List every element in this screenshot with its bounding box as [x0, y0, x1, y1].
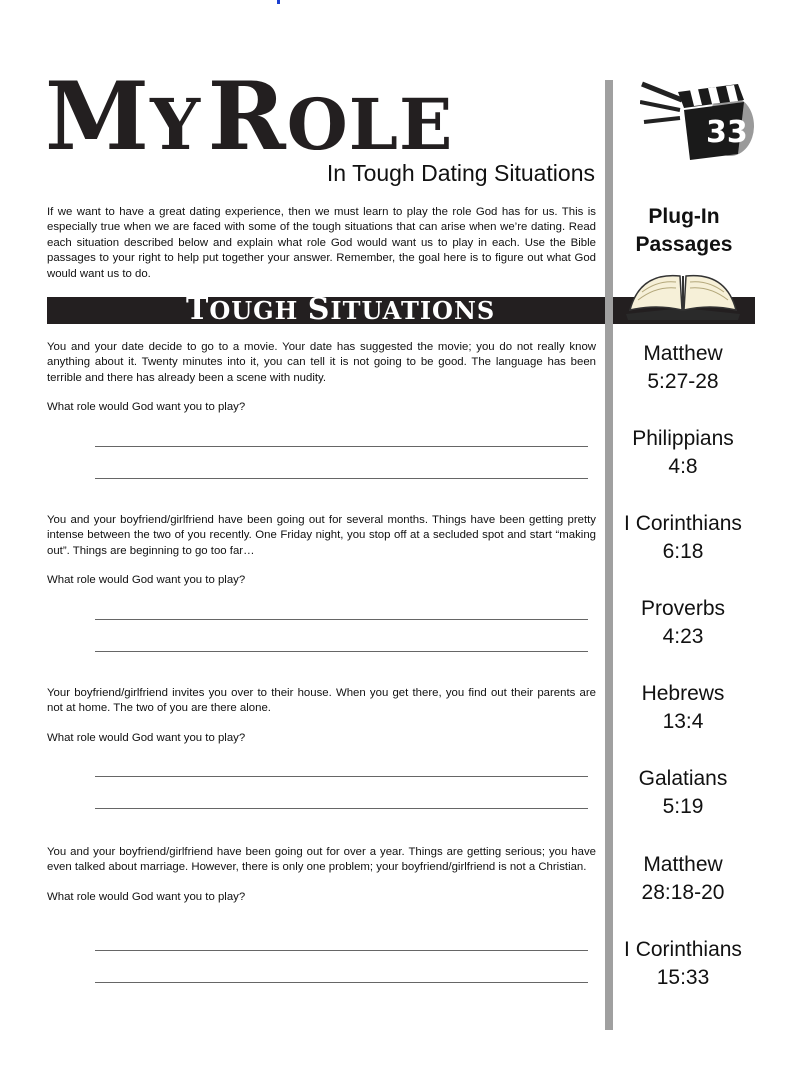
banner-rest-2: ITUATIONS — [330, 296, 496, 325]
scenario-question: What role would God want you to play? — [47, 574, 246, 587]
intro-paragraph: If we want to have a great dating experience, then we must learn to play the role God has for us. This is especially true when we are faced with some of the tough situations that can arise when we’re dating. Read each situation described below and explain what role God would want us to play in each. Use the Bible passages to your right to help put together your answer. Remember, the goal here is to figure out what God would want us to do. — [47, 206, 596, 280]
scenario-text: Your boyfriend/girlfriend invites you over to their house. When you get there, you find out their parents are not at home. The two of you are there alone. — [47, 687, 596, 715]
passage-book: Matthew — [643, 853, 723, 876]
passage-matthew-28 — [612, 851, 754, 907]
passage-book: Hebrews — [641, 682, 725, 705]
title-rest-y: Y — [150, 83, 202, 166]
scenario-4 — [47, 845, 596, 905]
banner-rest-1: OUGH — [209, 296, 308, 325]
passage-1-corinthians-6 — [612, 510, 754, 566]
passage-book: I Corinthians — [624, 512, 742, 535]
scenario-2 — [47, 513, 596, 589]
heading-line-1: Plug-In — [648, 205, 720, 228]
scenario-text: You and your date decide to go to a movie. Your date has suggested the movie; you do not really know anything about it. Twenty minutes into it, you can tell it is not going to be good. The language has been terrible and there has already been a scene with nudity. — [47, 341, 596, 384]
passage-1-corinthians-15 — [612, 936, 754, 992]
title-initial-m: M — [45, 62, 151, 172]
banner-title — [186, 292, 496, 327]
open-bible-icon — [620, 264, 746, 320]
title-initial-r: R — [207, 62, 287, 172]
film-icon-number: 33 — [706, 115, 748, 150]
plug-in-passages-heading — [615, 203, 753, 259]
scenario-3 — [47, 686, 596, 746]
film-clapper-icon — [640, 80, 758, 165]
passage-book: Galatians — [638, 767, 728, 790]
scenario-1 — [47, 340, 596, 416]
passage-proverbs-4 — [612, 595, 754, 651]
passage-book: Matthew — [643, 342, 723, 365]
page-subtitle: In Tough Dating Situations — [326, 160, 595, 186]
passage-ref: 4:23 — [662, 625, 704, 648]
passage-ref: 5:19 — [662, 795, 704, 818]
scenario-question: What role would God want you to play? — [47, 731, 246, 744]
answer-line[interactable] — [95, 950, 588, 951]
scenario-question: What role would God want you to play? — [47, 890, 246, 903]
title-rest-ole: OLE — [286, 83, 454, 166]
page-edge-mark — [277, 0, 280, 4]
passage-galatians-5 — [612, 765, 754, 821]
banner-initial-t: T — [186, 292, 210, 327]
passage-ref: 5:27-28 — [647, 370, 719, 393]
passage-ref: 15:33 — [656, 966, 710, 989]
passage-matthew-5 — [612, 340, 754, 396]
scenario-text: You and your boyfriend/girlfriend have been going out for several months. Things have been getting pretty intense between the two of you recently. One Friday night, you stop off at a secluded spot and start “making out”. Things are beginning to go too far… — [47, 514, 596, 557]
answer-line[interactable] — [95, 619, 588, 620]
passage-ref: 6:18 — [662, 540, 704, 563]
passage-book: I Corinthians — [624, 938, 742, 961]
passage-ref: 4:8 — [668, 455, 698, 478]
scenario-text: You and your boyfriend/girlfriend have been going out for over a year. Things are getting serious; you have even talked about marriage. However, there is only one problem; your boyfriend/girlfriend is not a Christian. — [47, 846, 596, 874]
scenario-question: What role would God want you to play? — [47, 401, 246, 414]
passage-ref: 13:4 — [662, 710, 704, 733]
answer-line[interactable] — [95, 776, 588, 777]
banner-initial-s: S — [307, 292, 331, 327]
heading-line-2: Passages — [635, 233, 733, 256]
passage-hebrews-13 — [612, 680, 754, 736]
answer-line[interactable] — [95, 982, 588, 983]
answer-line[interactable] — [95, 446, 588, 447]
passage-philippians-4 — [612, 425, 754, 481]
answer-line[interactable] — [95, 478, 588, 479]
passage-ref: 28:18-20 — [641, 881, 725, 904]
passage-book: Proverbs — [640, 597, 726, 620]
answer-line[interactable] — [95, 651, 588, 652]
passage-book: Philippians — [632, 427, 734, 450]
answer-line[interactable] — [95, 808, 588, 809]
